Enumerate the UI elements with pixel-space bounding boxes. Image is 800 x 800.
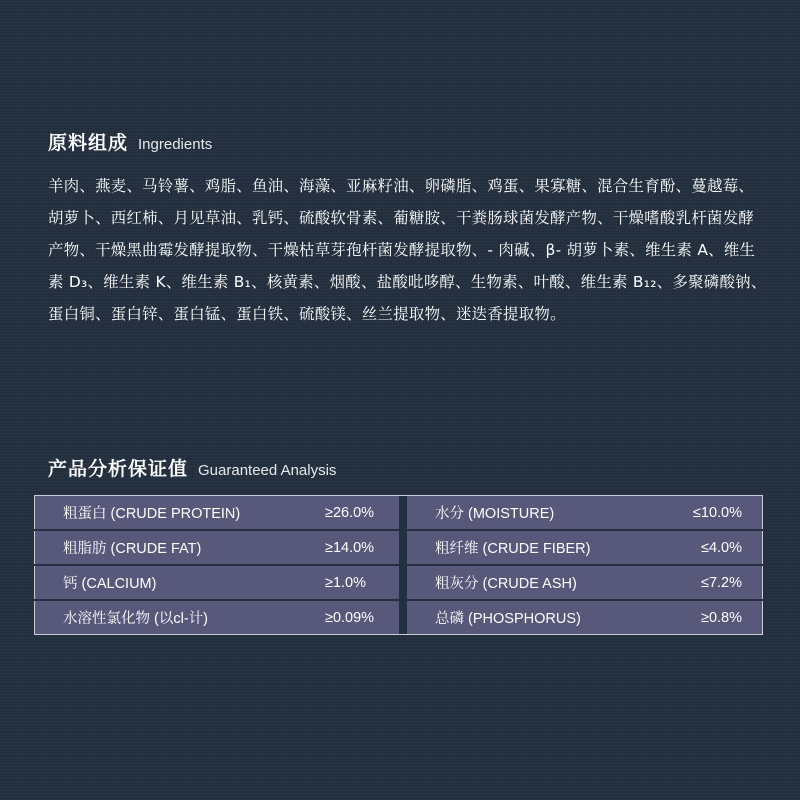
ingredients-heading-zh: 原料组成 <box>48 132 129 154</box>
analysis-heading-en: Guaranteed Analysis <box>198 462 337 479</box>
nutrient-name: 水溶性氯化物 (以cl-计) <box>35 600 326 635</box>
analysis-heading <box>48 454 336 481</box>
ingredients-heading <box>48 128 212 155</box>
nutrient-name: 总磷 (PHOSPHORUS) <box>407 600 685 635</box>
nutrient-value: ≥14.0% <box>325 530 399 565</box>
column-divider <box>399 600 407 635</box>
nutrient-value: ≥1.0% <box>325 565 399 600</box>
table-row <box>35 565 763 600</box>
nutrient-name: 钙 (CALCIUM) <box>35 565 326 600</box>
column-divider <box>399 565 407 600</box>
analysis-heading-zh: 产品分析保证值 <box>48 458 189 480</box>
table-row <box>35 496 763 531</box>
column-divider <box>399 530 407 565</box>
nutrient-value: ≤7.2% <box>685 565 763 600</box>
column-divider <box>399 496 407 531</box>
ingredients-heading-en: Ingredients <box>138 136 213 153</box>
ingredients-list-text: 羊肉、燕麦、马铃薯、鸡脂、鱼油、海藻、亚麻籽油、卵磷脂、鸡蛋、果寡糖、混合生育酚、蔓越莓、胡萝卜、西红柿、月见草油、乳钙、硫酸软骨素、葡糖胺、干粪肠球菌发酵产物、干燥嗜酸乳杆菌发酵产物、干燥黑曲霉发酵提取物、干燥枯草芽孢杆菌发酵提取物、- 肉碱、β- 胡萝卜素、维生素 A、维生素 D₃、维生素 K、维生素 B₁、核黄素、烟酸、盐酸吡哆醇、生物素、叶酸、维生素 B₁₂、多聚磷酸钠、蛋白铜、蛋白锌、蛋白锰、蛋白铁、硫酸镁、丝兰提取物、迷迭香提取物。 <box>48 177 767 323</box>
nutrient-name: 粗蛋白 (CRUDE PROTEIN) <box>35 496 326 531</box>
nutrient-value: ≥0.09% <box>325 600 399 635</box>
nutrient-name: 粗灰分 (CRUDE ASH) <box>407 565 685 600</box>
nutrient-name: 水分 (MOISTURE) <box>407 496 685 531</box>
guaranteed-analysis-table <box>34 495 763 635</box>
nutrient-value: ≤4.0% <box>685 530 763 565</box>
nutrient-value: ≤10.0% <box>685 496 763 531</box>
table-row <box>35 530 763 565</box>
nutrient-value: ≥0.8% <box>685 600 763 635</box>
nutrient-name: 粗脂肪 (CRUDE FAT) <box>35 530 326 565</box>
nutrient-name: 粗纤维 (CRUDE FIBER) <box>407 530 685 565</box>
nutrient-value: ≥26.0% <box>325 496 399 531</box>
table-row <box>35 600 763 635</box>
